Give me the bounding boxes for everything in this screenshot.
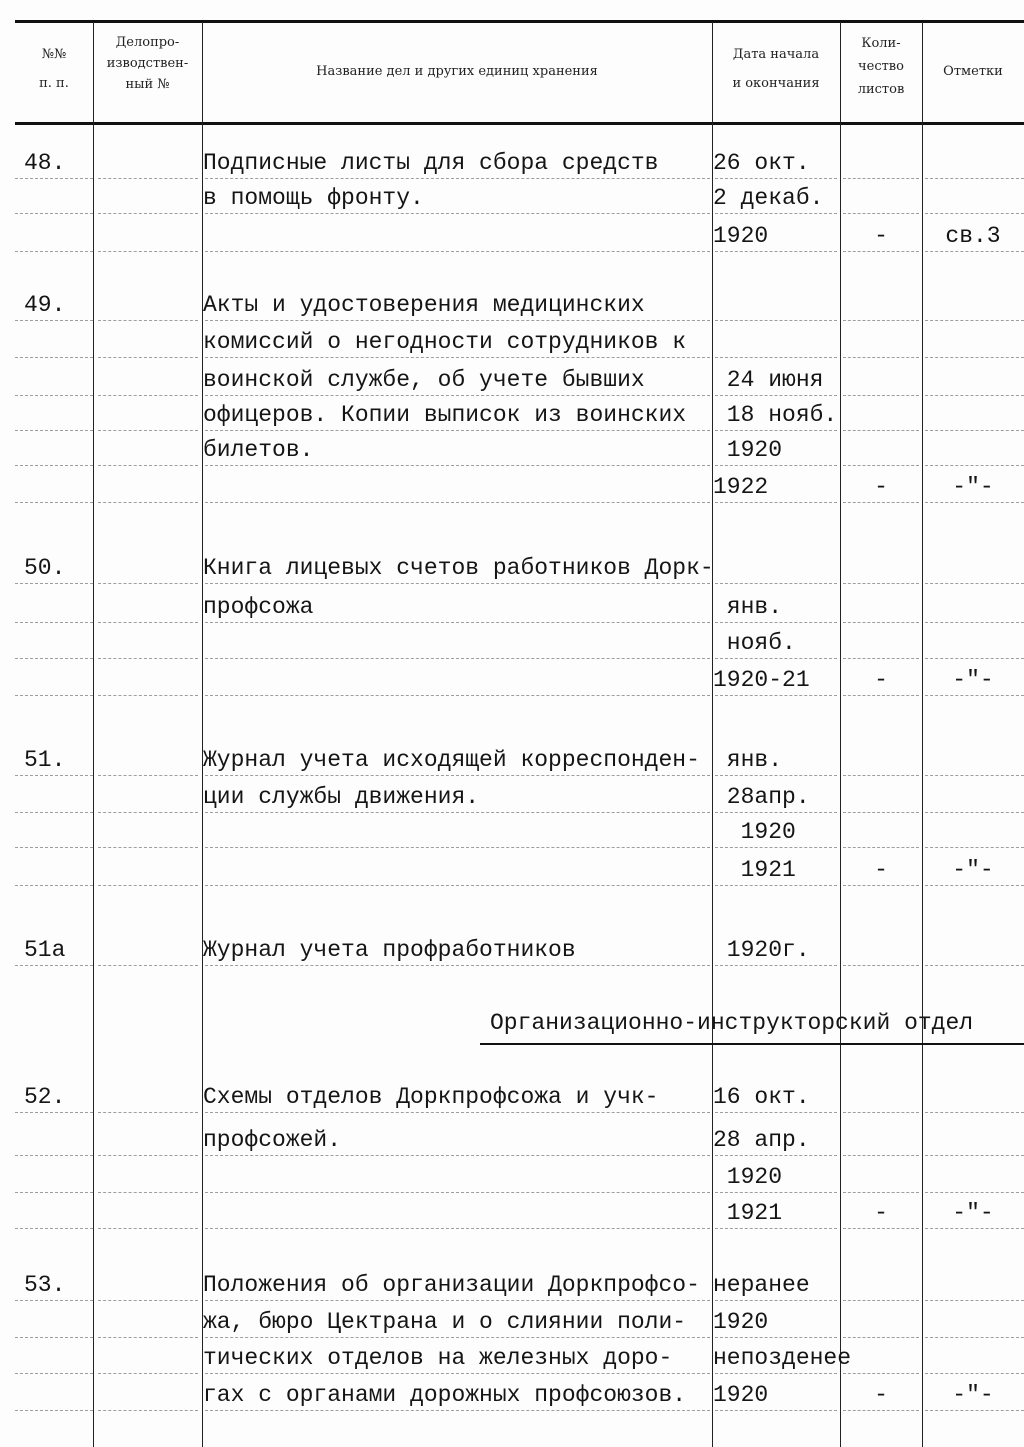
- ruling-line: [205, 1337, 710, 1339]
- entry-date: неранее: [713, 1272, 810, 1298]
- ruling-line: [925, 251, 1024, 253]
- ruling-line: [715, 658, 837, 660]
- entry-date: 26 окт.: [713, 150, 810, 176]
- ruling-line: [843, 1112, 919, 1114]
- entry-title-line: профсожа: [203, 594, 314, 620]
- ruling-line: [925, 658, 1024, 660]
- sheet-count: -: [874, 223, 888, 249]
- header-notes: Отметки: [943, 64, 1003, 79]
- ruling-line: [843, 502, 919, 504]
- entry-note: -"-: [952, 1382, 994, 1408]
- ruling-line: [205, 775, 710, 777]
- ruling-line: [98, 775, 198, 777]
- ruling-line: [15, 1192, 93, 1194]
- ruling-line: [98, 1112, 198, 1114]
- ruling-line: [15, 885, 93, 887]
- ruling-line: [715, 622, 837, 624]
- ruling-line: [925, 1112, 1024, 1114]
- ruling-line: [925, 213, 1024, 215]
- ruling-line: [205, 1410, 710, 1412]
- entry-title-line: комиссий о негодности сотрудников к: [203, 329, 687, 355]
- sheet-count: -: [874, 667, 888, 693]
- header-num: [15, 44, 93, 94]
- ruling-line: [715, 695, 837, 697]
- ruling-line: [715, 1112, 837, 1114]
- ruling-line: [843, 965, 919, 967]
- entry-title-line: Журнал учета исходящей корреспонден-: [203, 747, 700, 773]
- ruling-line: [205, 357, 710, 359]
- ruling-line: [98, 847, 198, 849]
- entry-title-line: офицеров. Копии выписок из воинских: [203, 402, 687, 428]
- ruling-line: [98, 502, 198, 504]
- entry-date: 2 декаб.: [713, 185, 824, 211]
- ruling-line: [15, 965, 93, 967]
- entry-title-line: Положения об организации Доркпрофсо-: [203, 1272, 700, 1298]
- column-divider: [93, 22, 94, 1447]
- ruling-line: [15, 1373, 93, 1375]
- ruling-line: [715, 213, 837, 215]
- ruling-line: [715, 885, 837, 887]
- entry-number: 50.: [24, 555, 66, 581]
- ruling-line: [715, 847, 837, 849]
- entry-note: -"-: [952, 474, 994, 500]
- ruling-line: [15, 658, 93, 660]
- ruling-line: [205, 1155, 710, 1157]
- entry-number: 51.: [24, 747, 66, 773]
- entry-date: 1920г.: [713, 937, 810, 963]
- ruling-line: [98, 357, 198, 359]
- ruling-line: [715, 178, 837, 180]
- ruling-line: [15, 847, 93, 849]
- ruling-line: [843, 1337, 919, 1339]
- ruling-line: [925, 1228, 1024, 1230]
- ruling-line: [98, 583, 198, 585]
- ruling-line: [98, 658, 198, 660]
- ruling-line: [205, 320, 710, 322]
- ruling-line: [925, 1337, 1024, 1339]
- ruling-line: [715, 1192, 837, 1194]
- entry-note: -"-: [952, 1200, 994, 1226]
- ruling-line: [98, 178, 198, 180]
- entry-number: 51а: [24, 937, 66, 963]
- ruling-line: [843, 775, 919, 777]
- ruling-line: [925, 1192, 1024, 1194]
- ruling-line: [715, 430, 837, 432]
- ruling-line: [98, 812, 198, 814]
- ruling-line: [205, 812, 710, 814]
- entry-date: 1920: [713, 819, 796, 845]
- ruling-line: [98, 1337, 198, 1339]
- entry-date: 1920: [713, 1309, 769, 1335]
- ruling-line: [15, 1228, 93, 1230]
- ruling-line: [98, 622, 198, 624]
- ruling-line: [843, 847, 919, 849]
- ruling-line: [15, 812, 93, 814]
- ruling-line: [715, 320, 837, 322]
- entry-date: 1920: [713, 1382, 769, 1408]
- ruling-line: [715, 775, 837, 777]
- ruling-line: [715, 357, 837, 359]
- sheet-count: -: [874, 1382, 888, 1408]
- ruling-line: [15, 583, 93, 585]
- ruling-line: [843, 1192, 919, 1194]
- ruling-line: [98, 1300, 198, 1302]
- entry-title-line: Журнал учета профработников: [203, 937, 576, 963]
- section-underline: [480, 1043, 1024, 1045]
- ruling-line: [843, 320, 919, 322]
- entry-date: 1920-21: [713, 667, 810, 693]
- header-sheets: [840, 33, 922, 100]
- entry-title-line: Акты и удостоверения медицинских: [203, 292, 645, 318]
- ruling-line: [15, 1300, 93, 1302]
- entry-date: янв.: [713, 747, 783, 773]
- ruling-line: [843, 622, 919, 624]
- ruling-line: [925, 885, 1024, 887]
- ruling-line: [925, 320, 1024, 322]
- ruling-line: [205, 885, 710, 887]
- ruling-line: [205, 658, 710, 660]
- entry-title-line: ции службы движения.: [203, 784, 480, 810]
- ruling-line: [205, 965, 710, 967]
- ruling-line: [98, 885, 198, 887]
- ruling-line: [925, 1155, 1024, 1157]
- ruling-line: [205, 847, 710, 849]
- header-office-line: ный №: [125, 77, 170, 92]
- entry-title-line: воинской службе, об учете бывших: [203, 367, 645, 393]
- ruling-line: [715, 1410, 837, 1412]
- ruling-line: [843, 583, 919, 585]
- entry-note: св.3: [945, 223, 1001, 249]
- ruling-line: [205, 1300, 710, 1302]
- ruling-line: [205, 1112, 710, 1114]
- entry-number: 52.: [24, 1084, 66, 1110]
- entry-date: 1920: [713, 437, 783, 463]
- ruling-line: [205, 1192, 710, 1194]
- ruling-line: [843, 1373, 919, 1375]
- entry-title-line: Подписные листы для сбора средств: [203, 150, 659, 176]
- ruling-line: [843, 251, 919, 253]
- ruling-line: [15, 251, 93, 253]
- ruling-line: [15, 1155, 93, 1157]
- header-office-line: изводствен-: [106, 56, 189, 71]
- ruling-line: [925, 812, 1024, 814]
- ruling-line: [925, 583, 1024, 585]
- ruling-line: [15, 430, 93, 432]
- entry-date: янв.: [713, 594, 783, 620]
- ruling-line: [925, 1410, 1024, 1412]
- ruling-line: [15, 320, 93, 322]
- ruling-line: [843, 885, 919, 887]
- ruling-line: [98, 213, 198, 215]
- ruling-line: [205, 622, 710, 624]
- ruling-line: [205, 395, 710, 397]
- ruling-line: [98, 465, 198, 467]
- ruling-line: [98, 1373, 198, 1375]
- ruling-line: [925, 847, 1024, 849]
- ruling-line: [205, 1373, 710, 1375]
- ruling-line: [715, 812, 837, 814]
- ruling-line: [843, 1155, 919, 1157]
- ruling-line: [205, 430, 710, 432]
- entry-note: -"-: [952, 857, 994, 883]
- ruling-line: [715, 1337, 837, 1339]
- ruling-line: [715, 502, 837, 504]
- entry-date: 16 окт.: [713, 1084, 810, 1110]
- ruling-line: [843, 213, 919, 215]
- ruling-line: [715, 1228, 837, 1230]
- ruling-line: [98, 695, 198, 697]
- header-num-line: п. п.: [39, 76, 69, 91]
- ruling-line: [98, 1192, 198, 1194]
- entry-date: 1920: [713, 1164, 783, 1190]
- entry-date: непозденее: [713, 1345, 852, 1371]
- ruling-line: [205, 1228, 710, 1230]
- header-sheets-line: листов: [857, 82, 905, 97]
- ruling-line: [925, 357, 1024, 359]
- entry-title-line: профсожей.: [203, 1127, 342, 1153]
- ruling-line: [843, 357, 919, 359]
- ruling-line: [15, 1410, 93, 1412]
- ruling-line: [98, 395, 198, 397]
- ruling-line: [715, 251, 837, 253]
- ruling-line: [925, 965, 1024, 967]
- ruling-line: [925, 1373, 1024, 1375]
- entry-date: 1922: [713, 474, 769, 500]
- ruling-line: [715, 465, 837, 467]
- ruling-line: [925, 1300, 1024, 1302]
- ruling-line: [15, 1112, 93, 1114]
- sheet-count: -: [874, 857, 888, 883]
- ruling-line: [715, 583, 837, 585]
- entry-title-line: гах с органами дорожных профсоюзов.: [203, 1382, 687, 1408]
- ruling-line: [715, 1155, 837, 1157]
- ruling-line: [98, 430, 198, 432]
- ruling-line: [843, 465, 919, 467]
- entry-date: 28апр.: [713, 784, 810, 810]
- ruling-line: [205, 178, 710, 180]
- ruling-line: [715, 965, 837, 967]
- header-bottom-rule: [15, 122, 1024, 125]
- sheet-count: -: [874, 474, 888, 500]
- ruling-line: [98, 320, 198, 322]
- ruling-line: [925, 502, 1024, 504]
- ruling-line: [925, 430, 1024, 432]
- column-divider: [202, 22, 203, 1447]
- ruling-line: [15, 1337, 93, 1339]
- ruling-line: [843, 1410, 919, 1412]
- ruling-line: [98, 965, 198, 967]
- ruling-line: [15, 357, 93, 359]
- ruling-line: [98, 1228, 198, 1230]
- ruling-line: [98, 1410, 198, 1412]
- entry-title-line: жа, бюро Цектрана и о слиянии поли-: [203, 1309, 687, 1335]
- entry-date: 28 апр.: [713, 1127, 810, 1153]
- entry-title-line: Книга лицевых счетов работников Дорк-: [203, 555, 714, 581]
- section-heading: Организационно-инструкторский отдел: [490, 1010, 974, 1036]
- header-sheets-line: чество: [858, 59, 904, 74]
- ruling-line: [925, 622, 1024, 624]
- entry-title-line: билетов.: [203, 437, 314, 463]
- entry-number: 53.: [24, 1272, 66, 1298]
- ruling-line: [843, 658, 919, 660]
- entry-note: -"-: [952, 667, 994, 693]
- header-dates-line: Дата начала: [732, 47, 820, 62]
- ruling-line: [15, 775, 93, 777]
- entry-date: 1921: [713, 1200, 783, 1226]
- ruling-line: [843, 1300, 919, 1302]
- ruling-line: [843, 1228, 919, 1230]
- ruling-line: [205, 251, 710, 253]
- entry-date: 1921: [713, 857, 796, 883]
- ruling-line: [205, 213, 710, 215]
- sheet-count: -: [874, 1200, 888, 1226]
- ruling-line: [98, 251, 198, 253]
- ruling-line: [205, 695, 710, 697]
- ruling-line: [843, 812, 919, 814]
- ruling-line: [715, 395, 837, 397]
- header-dates-line: и окончания: [732, 76, 820, 91]
- ruling-line: [15, 395, 93, 397]
- ruling-line: [205, 583, 710, 585]
- ruling-line: [15, 213, 93, 215]
- ruling-line: [925, 465, 1024, 467]
- header-sheets-line: Коли-: [861, 36, 901, 51]
- header-num-line: №№: [41, 47, 67, 62]
- ruling-line: [715, 1373, 837, 1375]
- header-dates: [712, 44, 840, 94]
- header-office-line: Делопро-: [115, 35, 180, 50]
- ruling-line: [98, 1155, 198, 1157]
- ruling-line: [843, 395, 919, 397]
- entry-title-line: тических отделов на железных доро-: [203, 1345, 673, 1371]
- ruling-line: [925, 695, 1024, 697]
- entry-date: 24 июня: [713, 367, 824, 393]
- entry-number: 48.: [24, 150, 66, 176]
- ruling-line: [15, 622, 93, 624]
- ruling-line: [843, 695, 919, 697]
- ruling-line: [15, 502, 93, 504]
- entry-date: 18 нояб.: [713, 402, 838, 428]
- entry-title-line: в помощь фронту.: [203, 185, 424, 211]
- ruling-line: [925, 775, 1024, 777]
- entry-title-line: Схемы отделов Доркпрофсожа и учк-: [203, 1084, 659, 1110]
- entry-number: 49.: [24, 292, 66, 318]
- ruling-line: [205, 465, 710, 467]
- header-top-rule: [15, 20, 1024, 23]
- ruling-line: [15, 695, 93, 697]
- header-office-num: [93, 32, 202, 95]
- ruling-line: [925, 178, 1024, 180]
- ruling-line: [15, 465, 93, 467]
- entry-date: 1920: [713, 223, 769, 249]
- ruling-line: [843, 430, 919, 432]
- header-title: Название дел и других единиц хранения: [316, 64, 598, 79]
- ruling-line: [15, 178, 93, 180]
- entry-date: нояб.: [713, 630, 796, 656]
- ruling-line: [843, 178, 919, 180]
- ruling-line: [715, 1300, 837, 1302]
- ruling-line: [925, 395, 1024, 397]
- ruling-line: [205, 502, 710, 504]
